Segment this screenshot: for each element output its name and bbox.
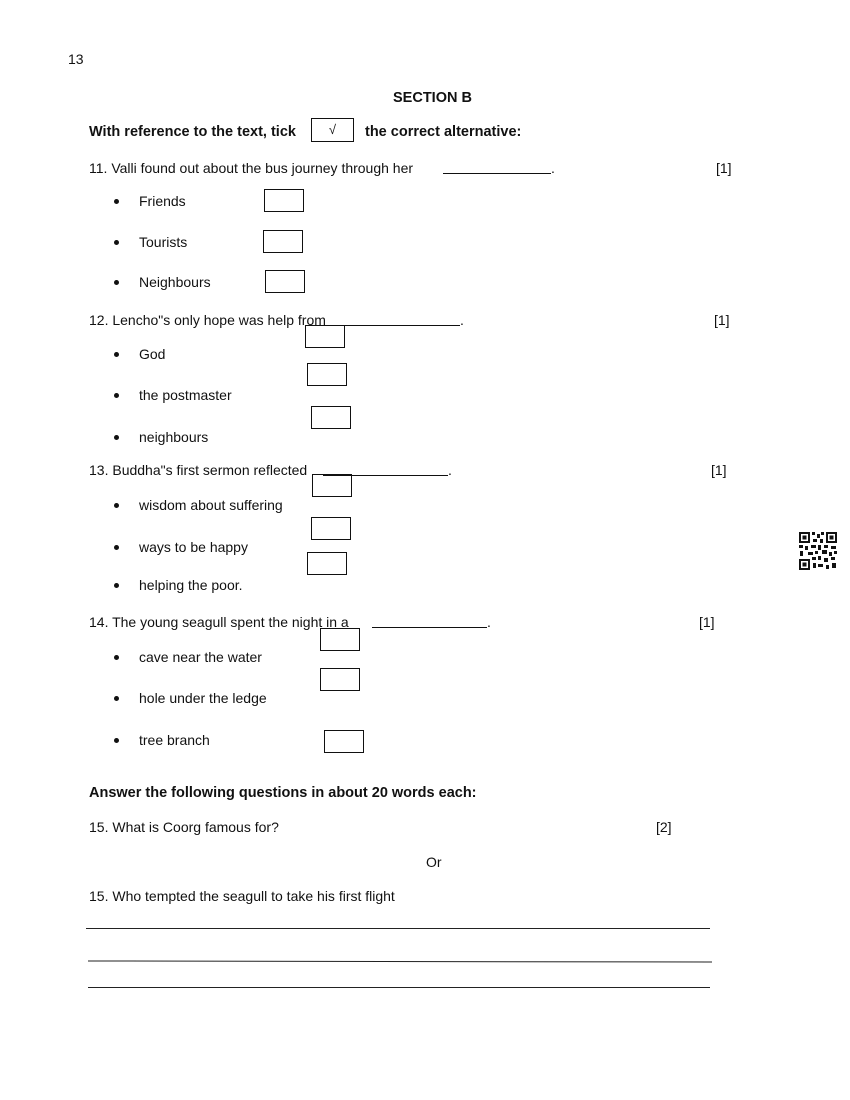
- q12-option-1-checkbox[interactable]: [305, 325, 345, 348]
- q11-option-1-label: Friends: [139, 193, 186, 209]
- bullet-icon: [114, 240, 119, 245]
- q13-option-3-checkbox[interactable]: [307, 552, 347, 575]
- q14-option-3-checkbox[interactable]: [324, 730, 364, 753]
- bullet-icon: [114, 696, 119, 701]
- answer-line-2[interactable]: [88, 960, 712, 962]
- question-14-marks: [1]: [699, 614, 715, 630]
- q14-option-2-checkbox[interactable]: [320, 668, 360, 691]
- bullet-icon: [114, 738, 119, 743]
- qr-code-icon: [798, 531, 838, 571]
- q11-option-1-checkbox[interactable]: [264, 189, 304, 212]
- bullet-icon: [114, 352, 119, 357]
- question-12-marks: [1]: [714, 312, 730, 328]
- instruction-before: With reference to the text, tick: [89, 124, 296, 140]
- q12-option-2-checkbox[interactable]: [307, 363, 347, 386]
- tick-icon: √: [328, 122, 337, 137]
- question-12-blank: [344, 325, 460, 326]
- question-14-blank: [372, 627, 487, 628]
- question-11-text: 11. Valli found out about the bus journey through her: [89, 160, 414, 176]
- page-number: 13: [68, 51, 84, 67]
- question-13-marks: [1]: [711, 462, 727, 478]
- question-11-marks: [1]: [716, 160, 732, 176]
- q11-option-2-checkbox[interactable]: [263, 230, 303, 253]
- question-13-text: 13. Buddha"s first sermon reflected: [89, 462, 308, 478]
- bullet-icon: [114, 280, 119, 285]
- tick-sample-box: [311, 118, 354, 142]
- answer-line-3[interactable]: [88, 987, 710, 988]
- section-title: SECTION B: [393, 90, 472, 106]
- q12-option-1-label: God: [139, 346, 166, 362]
- question-14-text: 14. The young seagull spent the night in a: [89, 614, 349, 630]
- q13-option-2-checkbox[interactable]: [311, 517, 351, 540]
- bullet-icon: [114, 199, 119, 204]
- q14-option-3-label: tree branch: [139, 732, 210, 748]
- question-11-blank: [443, 173, 551, 174]
- question-15a-text: 15. What is Coorg famous for?: [89, 819, 279, 835]
- q12-option-3-checkbox[interactable]: [311, 406, 351, 429]
- question-15a-marks: [2]: [656, 819, 672, 835]
- bullet-icon: [114, 503, 119, 508]
- bullet-icon: [114, 393, 119, 398]
- question-11-period: .: [551, 160, 555, 176]
- question-15b-text: 15. Who tempted the seagull to take his first flight: [89, 888, 395, 904]
- question-12-text: 12. Lencho"s only hope was help from: [89, 312, 326, 328]
- q13-option-3-label: helping the poor.: [139, 577, 243, 593]
- question-12-period: .: [460, 312, 464, 328]
- question-14-period: .: [487, 614, 491, 630]
- q13-option-2-label: ways to be happy: [139, 539, 248, 555]
- q13-option-1-checkbox[interactable]: [312, 474, 352, 497]
- q11-option-2-label: Tourists: [139, 234, 188, 250]
- bullet-icon: [114, 655, 119, 660]
- bullet-icon: [114, 545, 119, 550]
- answer-line-1[interactable]: [86, 928, 710, 929]
- short-answer-heading: Answer the following questions in about 20 words each:: [89, 785, 477, 801]
- bullet-icon: [114, 583, 119, 588]
- q12-option-2-label: the postmaster: [139, 387, 232, 403]
- or-label: Or: [426, 854, 442, 870]
- q11-option-3-checkbox[interactable]: [265, 270, 305, 293]
- q14-option-1-checkbox[interactable]: [320, 628, 360, 651]
- q14-option-1-label: cave near the water: [139, 649, 262, 665]
- instruction-after: the correct alternative:: [365, 124, 522, 140]
- q11-option-3-label: Neighbours: [139, 274, 211, 290]
- q12-option-3-label: neighbours: [139, 429, 209, 445]
- q14-option-2-label: hole under the ledge: [139, 690, 267, 706]
- question-13-period: .: [448, 462, 452, 478]
- q13-option-1-label: wisdom about suffering: [139, 497, 283, 513]
- bullet-icon: [114, 435, 119, 440]
